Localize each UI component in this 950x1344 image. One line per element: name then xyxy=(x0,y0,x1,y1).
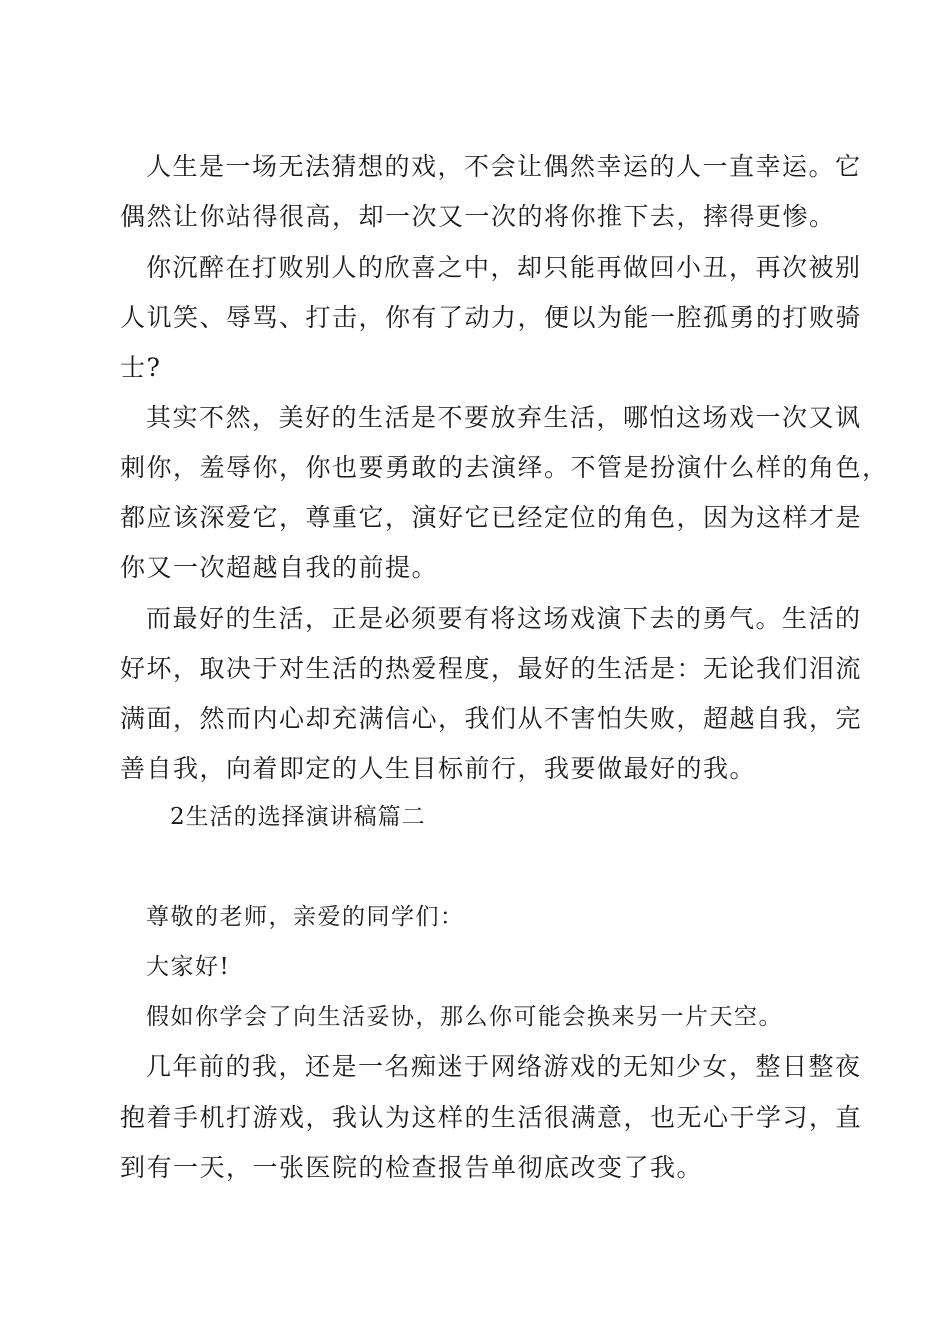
paragraph-line: 善自我，向着即定的人生目标前行，我要做最好的我。 xyxy=(120,754,757,783)
paragraph-line: 你沉醉在打败别人的欣喜之中，却只能再做回小丑，再次被别 xyxy=(146,253,862,282)
paragraph-line: 其实不然，美好的生活是不要放弃生活，哪怕这场戏一次又讽 xyxy=(146,403,862,432)
paragraph-line: 人讥笑、辱骂、打击，你有了动力，便以为能一腔孤勇的打败骑 xyxy=(120,303,863,332)
paragraph-line: 假如你学会了向生活妥协，那么你可能会换来另一片天空。 xyxy=(146,1004,783,1030)
paragraph-line: 偶然让你站得很高，却一次又一次的将你推下去，摔得更惨。 xyxy=(120,202,836,231)
paragraph-line: 满面，然而内心却充满信心，我们从不害怕失败，超越自我，完 xyxy=(120,704,863,733)
paragraph-line: 你又一次超越自我的前提。 xyxy=(120,553,439,582)
section-heading: 2生活的选择演讲稿篇二 xyxy=(170,804,426,830)
salutation-line: 尊敬的老师，亲爱的同学们： xyxy=(146,904,465,930)
paragraph-line: 而最好的生活，正是必须要有将这场戏演下去的勇气。生活的 xyxy=(146,604,862,633)
paragraph-line: 都应该深爱它，尊重它，演好它已经定位的角色，因为这样才是 xyxy=(120,503,863,532)
paragraph-line: 刺你，羞辱你，你也要勇敢的去演绎。不管是扮演什么样的角色， xyxy=(120,453,889,482)
paragraph-line: 人生是一场无法猜想的戏，不会让偶然幸运的人一直幸运。它 xyxy=(146,152,862,181)
paragraph-line: 到有一天，一张医院的检查报告单彻底改变了我。 xyxy=(120,1153,704,1182)
paragraph-line: 几年前的我，还是一名痴迷于网络游戏的无知少女，整日整夜 xyxy=(146,1052,862,1081)
paragraph-line: 抱着手机打游戏，我认为这样的生活很满意，也无心于学习，直 xyxy=(120,1103,863,1132)
paragraph-line: 士? xyxy=(120,353,162,382)
paragraph-line: 好坏，取决于对生活的热爱程度，最好的生活是：无论我们泪流 xyxy=(120,654,863,683)
greeting-line: 大家好! xyxy=(146,954,231,980)
